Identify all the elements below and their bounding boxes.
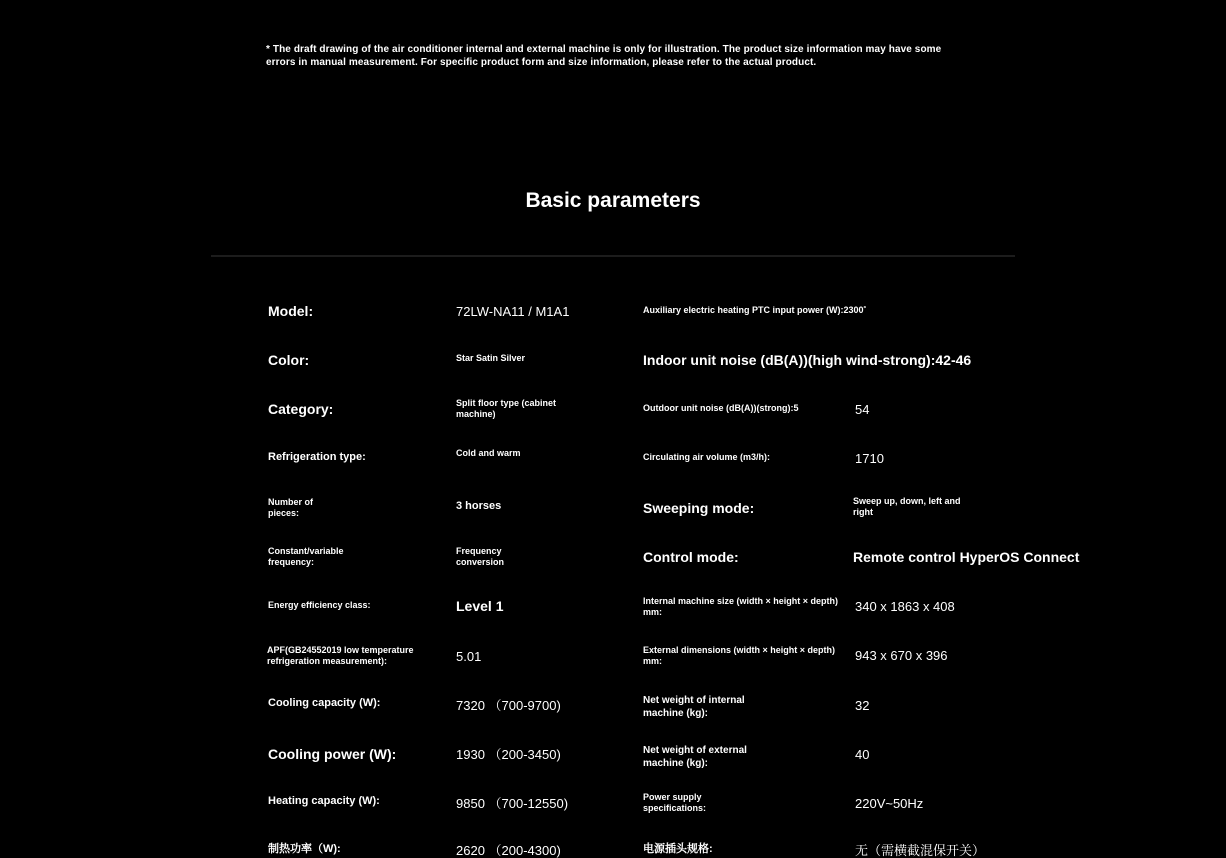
refrigeration-value: Cold and warm [456, 448, 521, 458]
heating-power-value: 2620 （200-4300) [456, 843, 561, 858]
heating-power-label: 制热功率（W): [268, 843, 341, 855]
power-plug-label: 电源插头规格: [643, 843, 713, 855]
external-size-value: 943 x 670 x 396 [855, 648, 948, 663]
aux-heating-power: Auxiliary electric heating PTC input power (W):2300˚ [643, 305, 867, 315]
category-value: Split floor type (cabinet machine) [456, 398, 557, 419]
sweep-value: Sweep up, down, left and right [853, 496, 961, 517]
size-disclaimer: * The draft drawing of the air conditioner internal and external machine is only for illustration. The product size information may have some errors in manual measurement. For specific product form and size information, please refer to the actual product. [266, 44, 942, 68]
air-volume-value: 1710 [855, 451, 884, 466]
external-weight-value: 40 [855, 747, 870, 762]
cooling-power-value: 1930 （200-3450) [456, 747, 561, 762]
internal-size-value: 340 x 1863 x 408 [855, 599, 955, 614]
cooling-capacity-label: Cooling capacity (W): [268, 697, 381, 709]
indoor-noise: Indoor unit noise (dB(A))(high wind-strong):42-46 [643, 352, 972, 368]
pieces-value: 3 horses [456, 500, 502, 512]
energy-value: Level 1 [456, 598, 504, 614]
power-supply-value: 220V~50Hz [855, 796, 924, 811]
sweep-label: Sweeping mode: [643, 500, 755, 516]
external-weight-label: Net weight of external machine (kg): [643, 745, 747, 769]
internal-weight-value: 32 [855, 698, 870, 713]
color-label: Color: [268, 352, 310, 368]
pieces-label: Number of pieces: [268, 497, 313, 518]
cooling-capacity-value: 7320 （700-9700) [456, 698, 561, 713]
section-title: Basic parameters [525, 189, 701, 212]
frequency-label: Constant/variable frequency: [268, 546, 344, 567]
internal-size-label: Internal machine size (width × height × depth) mm: [643, 596, 839, 617]
outdoor-noise-label: Outdoor unit noise (dB(A))(strong):5 [643, 403, 799, 413]
apf-value: 5.01 [456, 649, 482, 664]
section-divider [211, 255, 1015, 257]
refrigeration-label: Refrigeration type: [268, 451, 366, 463]
frequency-value: Frequency conversion [456, 546, 505, 567]
color-value: Star Satin Silver [456, 353, 526, 363]
model-label: Model: [268, 303, 314, 319]
category-label: Category: [268, 401, 334, 417]
power-plug-value: 无（需横截混保开关） [855, 843, 986, 858]
control-label: Control mode: [643, 549, 739, 565]
heating-capacity-value: 9850 （700-12550) [456, 796, 569, 811]
air-volume-label: Circulating air volume (m3/h): [643, 452, 771, 462]
apf-label: APF(GB24552019 low temperature refrigeration measurement): [267, 645, 414, 666]
outdoor-noise-value: 54 [855, 402, 870, 417]
external-size-label: External dimensions (width × height × depth) mm: [643, 645, 836, 666]
energy-label: Energy efficiency class: [268, 600, 371, 610]
power-supply-label: Power supply specifications: [643, 792, 707, 813]
heating-capacity-label: Heating capacity (W): [268, 795, 380, 807]
cooling-power-label: Cooling power (W): [268, 746, 397, 762]
internal-weight-label: Net weight of internal machine (kg): [643, 695, 745, 719]
model-value: 72LW-NA11 / M1A1 [456, 304, 570, 319]
control-value: Remote control HyperOS Connect [853, 549, 1080, 565]
